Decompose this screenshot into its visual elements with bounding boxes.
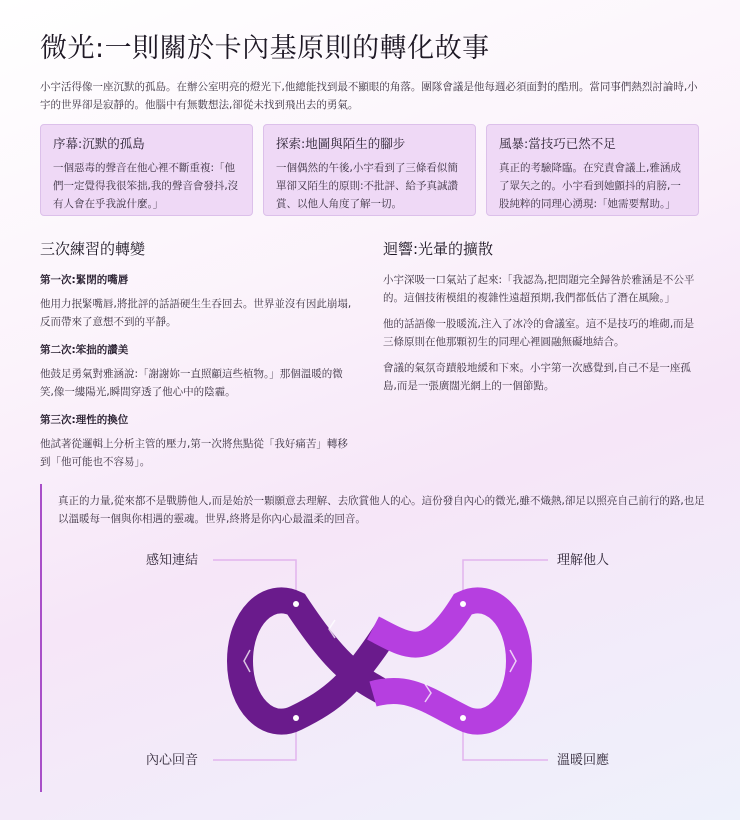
echo-paragraph: 小宇深吸一口氣站了起來:「我認為,把問題完全歸咎於雅涵是不公平的。這個技術模組的複雜性遠超預期,我們都低估了潛在風險。」 [383, 274, 695, 304]
step-title: 第一次:緊閉的嘴唇 [40, 274, 129, 286]
intro-paragraph: 小宇活得像一座沉默的孤島。在辦公室明亮的燈光下,他總能找到最不顯眼的角落。團隊會議是他每週必須面對的酷刑。當同事們熱烈討論時,小宇的世界卻是寂靜的。他腦中有無數想法,卻從未找到飛出去的勇氣。 [40, 81, 698, 111]
card-text: 真正的考驗降臨。在究責會議上,雅涵成了眾矢之的。小宇看到她顫抖的肩膀,一股純粹的同理心湧現:「她需要幫助。」 [499, 162, 681, 210]
label-warm-response: 溫暖回應 [557, 753, 610, 768]
step-title: 第二次:笨拙的讚美 [40, 344, 129, 356]
section-heading: 迴響:光暈的擴散 [383, 240, 494, 258]
label-inner-echo: 內心回音 [146, 753, 199, 768]
step-text: 他用力抿緊嘴唇,將批評的話語硬生生吞回去。世界並沒有因此崩塌,反而帶來了意想不到的平靜。 [40, 298, 352, 328]
card-title: 探索:地圖與陌生的腳步 [276, 136, 406, 151]
node-dot [460, 601, 466, 607]
label-understand-others: 理解他人 [557, 553, 610, 568]
echo-paragraph: 他的話語像一股暖流,注入了冰冷的會議室。這不是技巧的堆砌,而是三條原則在他那顆初生的同理心裡圓融無礙地結合。 [383, 318, 695, 348]
step-text: 他鼓足勇氣對雅涵說:「謝謝妳一直照顧這些植物。」那個溫暖的微笑,像一縷陽光,瞬間穿透了他心中的陰霾。 [40, 368, 343, 398]
node-dot [293, 715, 299, 721]
node-dot [460, 715, 466, 721]
infinity-left-loop [240, 600, 387, 721]
card-text: 一個惡毒的聲音在他心裡不斷重複:「他們一定覺得我很笨拙,我的聲音會發抖,沒有人會在乎我說什麼。」 [53, 162, 239, 210]
card-title: 風暴:當技巧已然不足 [499, 136, 616, 151]
card-text: 一個偶然的午後,小宇看到了三條看似簡單卻又陌生的原則:不批評、給予真誠讚賞、以他人角度了解一切。 [276, 162, 459, 210]
infinity-right-loop [373, 600, 519, 721]
section-heading: 三次練習的轉變 [40, 240, 146, 258]
page-title: 微光:一則關於卡內基原則的轉化故事 [40, 33, 490, 64]
node-dot [293, 601, 299, 607]
quote-text: 真正的力量,從來都不是戰勝他人,而是始於一顆願意去理解、去欣賞他人的心。這份發自內心的微光,雖不熾熱,卻足以照亮自己前行的路,也足以溫暖每一個與你相遇的靈魂。世界,終將是你內心最溫柔的回音。 [58, 495, 705, 525]
label-perceive-connection: 感知連結 [146, 553, 199, 568]
step-text: 他試著從邏輯上分析主管的壓力,第一次將焦點從「我好痛苦」轉移到「他可能也不容易」。 [40, 438, 348, 468]
card-title: 序幕:沉默的孤島 [53, 136, 145, 151]
step-title: 第三次:理性的換位 [40, 414, 129, 426]
echo-paragraph: 會議的氣氛奇蹟般地緩和下來。小宇第一次感覺到,自己不是一座孤島,而是一張廣闊光網上的一個節點。 [383, 362, 691, 392]
